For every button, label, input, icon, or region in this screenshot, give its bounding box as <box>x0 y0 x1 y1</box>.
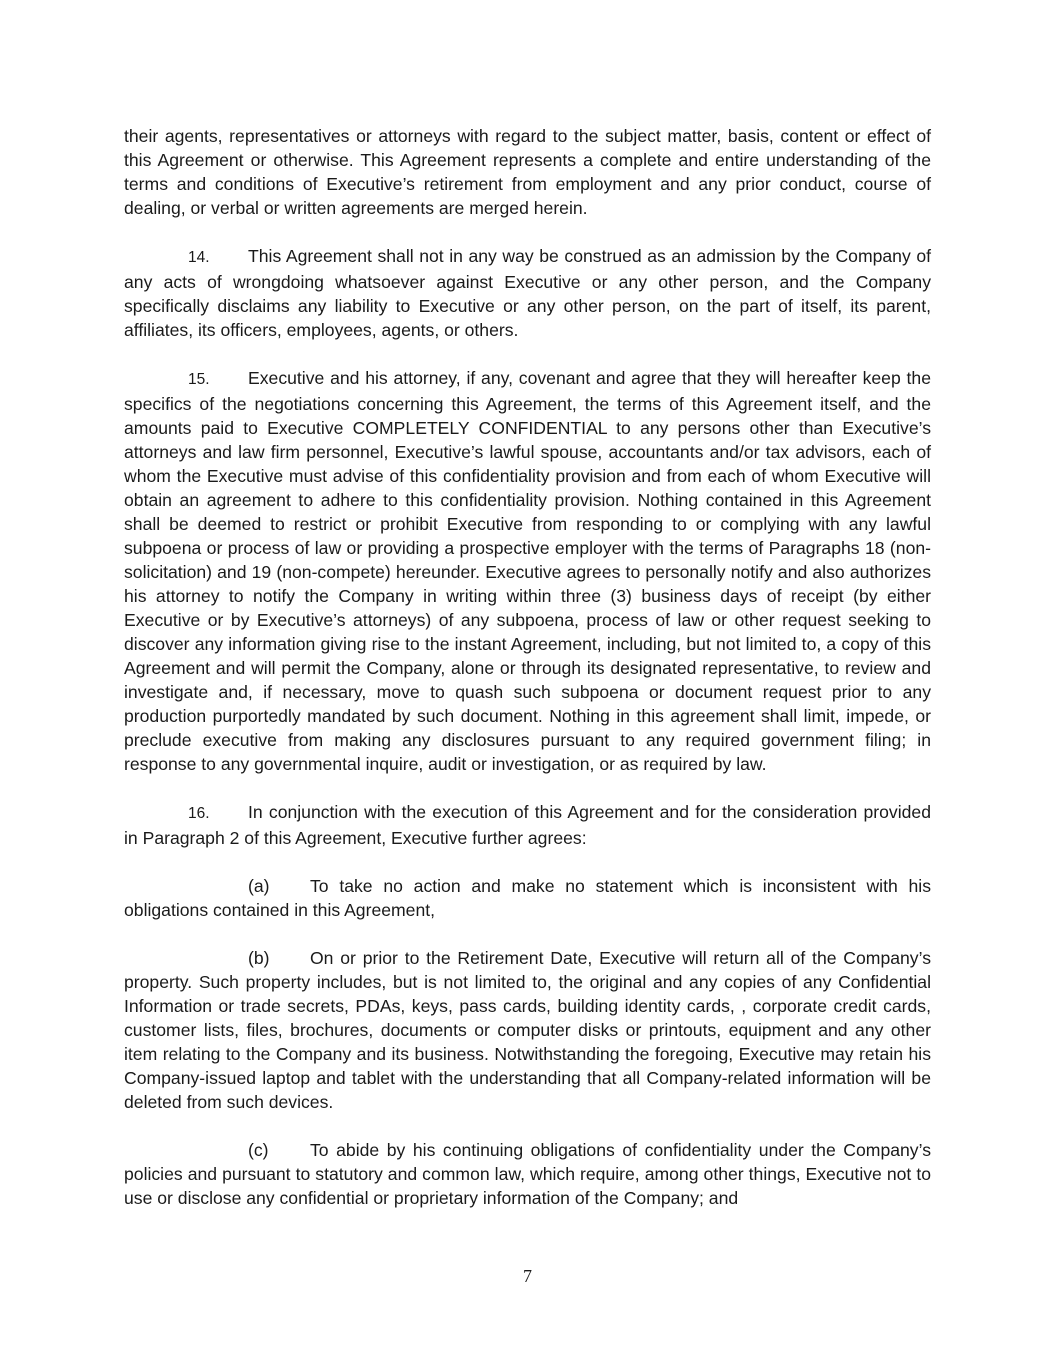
paragraph-16 <box>124 800 931 850</box>
paragraph-continued <box>124 124 931 220</box>
subparagraph-text: To take no action and make no statement which is inconsistent with his obligations contained in this Agreement, <box>124 876 931 920</box>
subparagraph-text: To abide by his continuing obligations of confidentiality under the Company’s policies and pursuant to statutory and common law, which require, among other things, Executive not to use or disclose any confidential or proprietary information of the Company; and <box>124 1140 931 1208</box>
subparagraph-text: On or prior to the Retirement Date, Executive will return all of the Company’s property. Such property includes, but is not limited to, the original and any copies of any Confidential Information or trade secrets, PDAs, keys, pass cards, building identity cards, , corporate credit cards, customer lists, files, brochures, documents or computer disks or printouts, equipment and any other item relating to the Company and its business. Notwithstanding the foregoing, Executive may retain his Company-issued laptop and tablet with the understanding that all Company-related information will be deleted from such devices. <box>124 948 931 1112</box>
subparagraph-a <box>124 874 931 922</box>
document-body <box>124 124 931 1234</box>
paragraph-text: their agents, representatives or attorneys with regard to the subject matter, basis, content or effect of this Agreement or otherwise. This Agreement represents a complete and entire understanding of the terms and conditions of Executive’s retirement from employment and any prior conduct, course of dealing, or verbal or written agreements are merged herein. <box>124 126 931 218</box>
subparagraph-c <box>124 1138 931 1210</box>
paragraph-number: 16. <box>188 805 210 822</box>
paragraph-text: Executive and his attorney, if any, covenant and agree that they will hereafter keep the specifics of the negotiations concerning this Agreement, the terms of this Agreement itself, and the amounts paid to Executive COMPLETELY CONFIDENTIAL to any persons other than Executive’s attorneys and law firm personnel, Executive’s lawful spouse, accountants and/or tax advisors, each of whom the Executive must advise of this confidentiality provision and from each of whom Executive will obtain an agreement to adhere to this confidentiality provision. Nothing contained in this Agreement shall be deemed to restrict or prohibit Executive from responding to or complying with any lawful subpoena or process of law or providing a prospective employer with the terms of Paragraphs 18 (non-solicitation) and 19 (non-compete) hereunder. Executive agrees to personally notify and also authorizes his attorney to notify the Company in writing within three (3) business days of receipt (by either Executive or by Executive’s attorneys) of any subpoena, process of law or other request seeking to discover any information giving rise to the instant Agreement, including, but not limited to, a copy of this Agreement and will permit the Company, alone or through its designated representative, to review and investigate and, if necessary, move to quash such subpoena or document request prior to any production purportedly mandated by such document. Nothing in this agreement shall limit, impede, or preclude executive from making any disclosures pursuant to any required government filing; in response to any governmental inquire, audit or investigation, or as required by law. <box>124 368 931 774</box>
paragraph-15 <box>124 366 931 776</box>
page-number: 7 <box>523 1266 532 1286</box>
paragraph-14 <box>124 244 931 342</box>
paragraph-number: 15. <box>188 371 210 388</box>
paragraph-number: 14. <box>188 249 210 266</box>
subparagraph-label: (c) <box>248 1140 269 1160</box>
subparagraph-label: (a) <box>248 876 270 896</box>
subparagraph-label: (b) <box>248 948 270 968</box>
paragraph-text: In conjunction with the execution of this Agreement and for the consideration provided in Paragraph 2 of this Agreement, Executive further agrees: <box>124 802 931 848</box>
subparagraph-b <box>124 946 931 1114</box>
paragraph-text: This Agreement shall not in any way be construed as an admission by the Company of any acts of wrongdoing whatsoever against Executive or any other person, and the Company specifically disclaims any liability to Executive or any other person, on the part of itself, its parent, affiliates, its officers, employees, agents, or others. <box>124 246 931 340</box>
